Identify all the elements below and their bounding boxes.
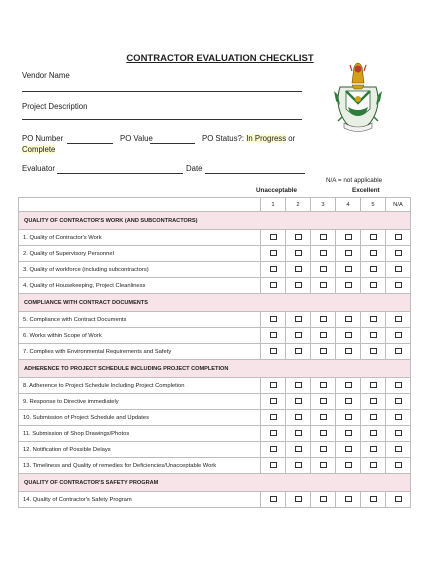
checkbox[interactable] bbox=[345, 398, 352, 404]
checkbox[interactable] bbox=[370, 462, 377, 468]
date-label: Date bbox=[186, 164, 203, 173]
checkbox[interactable] bbox=[370, 414, 377, 420]
checkbox[interactable] bbox=[370, 382, 377, 388]
checkbox[interactable] bbox=[295, 382, 302, 388]
checkbox[interactable] bbox=[295, 282, 302, 288]
rating-cell bbox=[336, 394, 361, 410]
checkbox[interactable] bbox=[345, 250, 352, 256]
rating-cell bbox=[311, 344, 336, 360]
rating-cell bbox=[361, 492, 386, 508]
rating-cell bbox=[361, 458, 386, 474]
checkbox[interactable] bbox=[320, 234, 327, 240]
rating-cell bbox=[286, 230, 311, 246]
rating-cell bbox=[361, 426, 386, 442]
rating-cell bbox=[261, 230, 286, 246]
checkbox[interactable] bbox=[345, 462, 352, 468]
checklist-item-row bbox=[19, 492, 411, 508]
checkbox[interactable] bbox=[370, 496, 377, 502]
po-status-or: or bbox=[286, 134, 296, 143]
rating-cell bbox=[386, 378, 411, 394]
checkbox[interactable] bbox=[270, 414, 277, 420]
checkbox[interactable] bbox=[270, 250, 277, 256]
checkbox[interactable] bbox=[295, 446, 302, 452]
checklist-item-row bbox=[19, 262, 411, 278]
rating-cell bbox=[386, 230, 411, 246]
checkbox[interactable] bbox=[395, 398, 402, 404]
project-description-label: Project Description bbox=[22, 102, 88, 111]
rating-cell bbox=[361, 278, 386, 294]
rating-cell bbox=[261, 246, 286, 262]
checkbox[interactable] bbox=[295, 398, 302, 404]
checkbox[interactable] bbox=[395, 250, 402, 256]
checkbox[interactable] bbox=[345, 282, 352, 288]
checklist-item-label: 7. Complies with Environmental Requirements and Safety bbox=[19, 344, 261, 360]
rating-cell bbox=[286, 442, 311, 458]
rating-cell bbox=[336, 328, 361, 344]
checkbox[interactable] bbox=[270, 446, 277, 452]
checkbox[interactable] bbox=[370, 398, 377, 404]
rating-cell bbox=[386, 394, 411, 410]
rating-column-header: 3 bbox=[311, 198, 336, 212]
checkbox[interactable] bbox=[295, 496, 302, 502]
checkbox[interactable] bbox=[395, 446, 402, 452]
checklist-item-label: 3. Quality of workforce (including subcontractors) bbox=[19, 262, 261, 278]
checkbox[interactable] bbox=[320, 446, 327, 452]
checkbox[interactable] bbox=[320, 382, 327, 388]
rating-column-header: 5 bbox=[361, 198, 386, 212]
rating-cell bbox=[336, 344, 361, 360]
checkbox[interactable] bbox=[395, 414, 402, 420]
rating-cell bbox=[261, 410, 286, 426]
section-header-row bbox=[19, 474, 411, 492]
rating-cell bbox=[361, 262, 386, 278]
checkbox[interactable] bbox=[395, 266, 402, 272]
rating-cell bbox=[261, 442, 286, 458]
checklist-item-row bbox=[19, 442, 411, 458]
rating-cell bbox=[286, 378, 311, 394]
checkbox[interactable] bbox=[395, 282, 402, 288]
checklist-item-label: 10. Submission of Project Schedule and Updates bbox=[19, 410, 261, 426]
checkbox[interactable] bbox=[345, 348, 352, 354]
checkbox[interactable] bbox=[295, 348, 302, 354]
po-value-line[interactable] bbox=[150, 143, 195, 144]
po-number-line[interactable] bbox=[67, 143, 113, 144]
rating-cell bbox=[361, 394, 386, 410]
checkbox[interactable] bbox=[295, 266, 302, 272]
checkbox[interactable] bbox=[270, 332, 277, 338]
rating-cell bbox=[311, 312, 336, 328]
rating-cell bbox=[361, 230, 386, 246]
checkbox[interactable] bbox=[320, 462, 327, 468]
checkbox[interactable] bbox=[320, 430, 327, 436]
rating-cell bbox=[336, 378, 361, 394]
rating-cell bbox=[311, 262, 336, 278]
checkbox[interactable] bbox=[370, 430, 377, 436]
rating-cell bbox=[386, 278, 411, 294]
checkbox[interactable] bbox=[395, 316, 402, 322]
rating-cell bbox=[261, 378, 286, 394]
checklist-item-label: 8. Adherence to Project Schedule Including Project Completion bbox=[19, 378, 261, 394]
rating-column-header: 4 bbox=[336, 198, 361, 212]
rating-cell bbox=[361, 328, 386, 344]
rating-cell bbox=[261, 262, 286, 278]
rating-column-header: 2 bbox=[286, 198, 311, 212]
date-line[interactable] bbox=[205, 173, 305, 174]
section-title: QUALITY OF CONTRACTOR'S WORK (AND SUBCONTRACTORS) bbox=[19, 212, 411, 230]
checkbox[interactable] bbox=[295, 430, 302, 436]
scale-high-label: Excellent bbox=[352, 187, 380, 194]
po-value-label: PO Value bbox=[120, 134, 153, 143]
checkbox[interactable] bbox=[345, 234, 352, 240]
rating-cell bbox=[361, 378, 386, 394]
po-status-label: PO Status?: bbox=[202, 134, 245, 143]
rating-cell bbox=[311, 442, 336, 458]
checkbox[interactable] bbox=[295, 250, 302, 256]
rating-cell bbox=[386, 426, 411, 442]
section-title: COMPLIANCE WITH CONTRACT DOCUMENTS bbox=[19, 294, 411, 312]
checkbox[interactable] bbox=[345, 266, 352, 272]
rating-cell bbox=[336, 410, 361, 426]
checkbox[interactable] bbox=[370, 316, 377, 322]
rating-cell bbox=[386, 312, 411, 328]
rating-column-header: 1 bbox=[261, 198, 286, 212]
checklist-item-row bbox=[19, 458, 411, 474]
rating-cell bbox=[311, 328, 336, 344]
checkbox[interactable] bbox=[270, 496, 277, 502]
checklist-item-row bbox=[19, 378, 411, 394]
checkbox[interactable] bbox=[270, 430, 277, 436]
checkbox[interactable] bbox=[295, 332, 302, 338]
checkbox[interactable] bbox=[395, 382, 402, 388]
rating-cell bbox=[261, 394, 286, 410]
rating-cell bbox=[286, 344, 311, 360]
checklist-item-label: 12. Notification of Possible Delays bbox=[19, 442, 261, 458]
checkbox[interactable] bbox=[320, 250, 327, 256]
rating-cell bbox=[386, 246, 411, 262]
vendor-name-line[interactable] bbox=[22, 91, 302, 92]
checkbox[interactable] bbox=[345, 414, 352, 420]
rating-cell bbox=[311, 378, 336, 394]
rating-cell bbox=[386, 410, 411, 426]
checkbox[interactable] bbox=[320, 332, 327, 338]
rating-cell bbox=[261, 312, 286, 328]
po-number-label: PO Number bbox=[22, 134, 64, 143]
rating-cell bbox=[336, 230, 361, 246]
rating-cell bbox=[286, 410, 311, 426]
rating-cell bbox=[386, 458, 411, 474]
checkbox[interactable] bbox=[320, 398, 327, 404]
section-header-row bbox=[19, 360, 411, 378]
rating-cell bbox=[286, 394, 311, 410]
checkbox[interactable] bbox=[395, 234, 402, 240]
po-status-complete[interactable]: Complete bbox=[22, 145, 56, 154]
checklist-item-row bbox=[19, 344, 411, 360]
rating-cell bbox=[386, 492, 411, 508]
checklist-item-row bbox=[19, 394, 411, 410]
rating-cell bbox=[311, 426, 336, 442]
rating-column-header: N/A bbox=[386, 198, 411, 212]
checkbox[interactable] bbox=[270, 398, 277, 404]
checklist-item-row bbox=[19, 246, 411, 262]
section-title: QUALITY OF CONTRACTOR'S SAFETY PROGRAM bbox=[19, 474, 411, 492]
checklist-item-label: 11. Submission of Shop Drawings/Photos bbox=[19, 426, 261, 442]
checkbox[interactable] bbox=[395, 496, 402, 502]
checklist-item-row bbox=[19, 328, 411, 344]
rating-cell bbox=[311, 458, 336, 474]
rating-cell bbox=[386, 328, 411, 344]
vendor-name-label: Vendor Name bbox=[22, 71, 70, 80]
checklist-item-label: 6. Works within Scope of Work bbox=[19, 328, 261, 344]
scale-low-label: Unacceptable bbox=[256, 187, 297, 194]
rating-cell bbox=[286, 262, 311, 278]
checkbox[interactable] bbox=[270, 266, 277, 272]
evaluator-line[interactable] bbox=[57, 173, 183, 174]
checklist-item-label: 4. Quality of Housekeeping, Project Cleanliness bbox=[19, 278, 261, 294]
rating-cell bbox=[336, 312, 361, 328]
checkbox[interactable] bbox=[395, 430, 402, 436]
rating-cell bbox=[336, 492, 361, 508]
rating-cell bbox=[286, 458, 311, 474]
rating-cell bbox=[261, 458, 286, 474]
rating-cell bbox=[311, 278, 336, 294]
po-status-in-progress[interactable]: In Progress bbox=[246, 134, 287, 143]
checkbox[interactable] bbox=[370, 446, 377, 452]
checkbox[interactable] bbox=[295, 234, 302, 240]
checkbox[interactable] bbox=[320, 266, 327, 272]
evaluation-table bbox=[18, 197, 411, 508]
rating-cell bbox=[311, 492, 336, 508]
checklist-item-row bbox=[19, 312, 411, 328]
rating-header-row bbox=[19, 198, 411, 212]
rating-cell bbox=[261, 328, 286, 344]
checklist-item-row bbox=[19, 410, 411, 426]
rating-cell bbox=[361, 312, 386, 328]
checkbox[interactable] bbox=[295, 414, 302, 420]
checkbox[interactable] bbox=[370, 282, 377, 288]
checklist-item-label: 1. Quality of Contractor's Work bbox=[19, 230, 261, 246]
section-header-row bbox=[19, 294, 411, 312]
rating-cell bbox=[286, 426, 311, 442]
rating-cell bbox=[286, 328, 311, 344]
rating-cell bbox=[261, 426, 286, 442]
section-header-row bbox=[19, 212, 411, 230]
checklist-item-label: 5. Compliance with Contract Documents bbox=[19, 312, 261, 328]
po-status-row bbox=[202, 134, 295, 143]
rating-cell bbox=[386, 262, 411, 278]
rating-cell bbox=[361, 410, 386, 426]
checkbox[interactable] bbox=[395, 348, 402, 354]
checklist-item-label: 14. Quality of Contractor's Safety Program bbox=[19, 492, 261, 508]
checkbox[interactable] bbox=[345, 316, 352, 322]
checkbox[interactable] bbox=[370, 266, 377, 272]
checkbox[interactable] bbox=[345, 332, 352, 338]
rating-cell bbox=[361, 246, 386, 262]
rating-cell bbox=[336, 458, 361, 474]
checkbox[interactable] bbox=[270, 462, 277, 468]
checkbox[interactable] bbox=[395, 462, 402, 468]
checkbox[interactable] bbox=[295, 462, 302, 468]
rating-cell bbox=[261, 278, 286, 294]
checkbox[interactable] bbox=[320, 348, 327, 354]
rating-cell bbox=[336, 426, 361, 442]
rating-cell bbox=[336, 278, 361, 294]
project-description-line[interactable] bbox=[22, 119, 302, 120]
checkbox[interactable] bbox=[320, 496, 327, 502]
checklist-item-label: 2. Quality of Supervisory Personnel bbox=[19, 246, 261, 262]
rating-cell bbox=[286, 312, 311, 328]
checkbox[interactable] bbox=[270, 382, 277, 388]
checklist-item-label: 9. Response to Directive immediately bbox=[19, 394, 261, 410]
page-title: CONTRACTOR EVALUATION CHECKLIST bbox=[126, 53, 314, 64]
checkbox[interactable] bbox=[395, 332, 402, 338]
rating-cell bbox=[261, 492, 286, 508]
checkbox[interactable] bbox=[345, 430, 352, 436]
checkbox[interactable] bbox=[370, 348, 377, 354]
rating-cell bbox=[286, 492, 311, 508]
checklist-item-label: 13. Timeliness and Quality of remedies for Deficiencies/Unacceptable Work bbox=[19, 458, 261, 474]
rating-cell bbox=[386, 344, 411, 360]
rating-cell bbox=[361, 344, 386, 360]
checkbox[interactable] bbox=[320, 282, 327, 288]
rating-cell bbox=[261, 344, 286, 360]
rating-cell bbox=[361, 442, 386, 458]
checklist-item-row bbox=[19, 230, 411, 246]
rating-cell bbox=[336, 246, 361, 262]
checkbox[interactable] bbox=[370, 234, 377, 240]
checkbox[interactable] bbox=[270, 316, 277, 322]
checkbox[interactable] bbox=[370, 332, 377, 338]
evaluator-label: Evaluator bbox=[22, 164, 55, 173]
rating-cell bbox=[336, 262, 361, 278]
na-legend: N/A = not applicable bbox=[326, 177, 383, 184]
rating-cell bbox=[311, 246, 336, 262]
checkbox[interactable] bbox=[345, 496, 352, 502]
checkbox[interactable] bbox=[345, 382, 352, 388]
checkbox[interactable] bbox=[270, 348, 277, 354]
checkbox[interactable] bbox=[320, 316, 327, 322]
coat-of-arms-icon bbox=[332, 57, 384, 137]
checkbox[interactable] bbox=[270, 234, 277, 240]
rating-cell bbox=[311, 410, 336, 426]
checklist-item-row bbox=[19, 426, 411, 442]
rating-cell bbox=[311, 394, 336, 410]
header-blank-cell bbox=[19, 198, 261, 212]
checklist-item-row bbox=[19, 278, 411, 294]
checkbox[interactable] bbox=[345, 446, 352, 452]
checkbox[interactable] bbox=[270, 282, 277, 288]
rating-cell bbox=[286, 278, 311, 294]
checkbox[interactable] bbox=[370, 250, 377, 256]
rating-cell bbox=[311, 230, 336, 246]
rating-cell bbox=[286, 246, 311, 262]
checkbox[interactable] bbox=[295, 316, 302, 322]
rating-cell bbox=[386, 442, 411, 458]
rating-cell bbox=[336, 442, 361, 458]
checkbox[interactable] bbox=[320, 414, 327, 420]
section-title: ADHERENCE TO PROJECT SCHEDULE INCLUDING PROJECT COMPLETION bbox=[19, 360, 411, 378]
